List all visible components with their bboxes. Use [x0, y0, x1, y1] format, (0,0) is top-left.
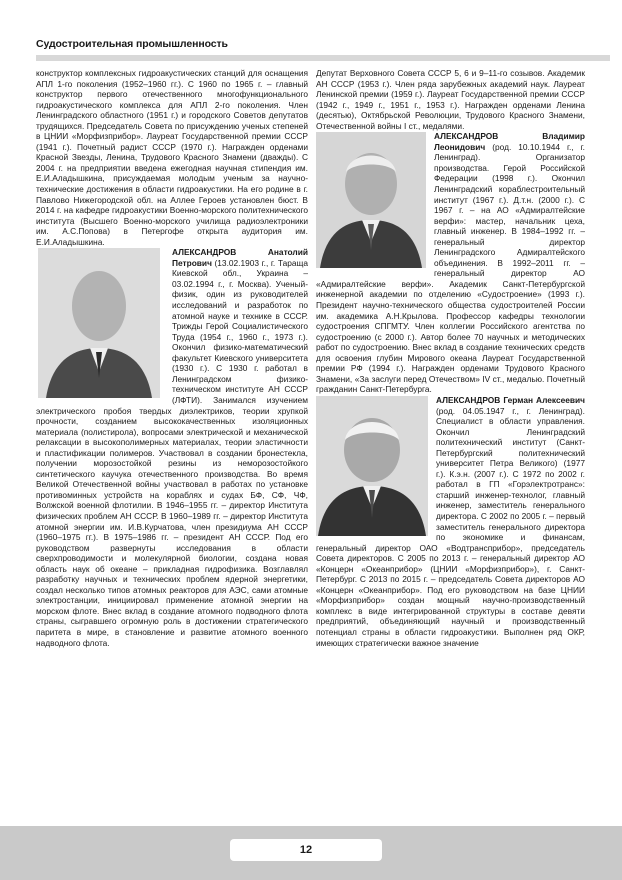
entry-german-aleksandrov — [316, 395, 585, 648]
running-header: Судостроительная промышленность — [36, 38, 228, 50]
header-rule — [36, 55, 610, 61]
person-name: АЛЕКСАНДРОВ Владимир Леонидович — [434, 131, 585, 152]
person-bio: (13.02.1903 г., г. Тараща Киевской обл., Украина – 03.02.1994 г., г. Москва). Ученый-физик, один из руководителей исследований и разработок по атомной науке и технике в СССР. Трижды Герой Социалистического Труда (1954 г., 1960 г., 1973 г.). Окончил физико-математический факультет Киевского университета (1930 г.). С 1930 г. работал в Ленинградском физико-техническом институте АН СССР (ЛФТИ). Занимался изучением электрического пробоя твердых диэлектриков, теории хрупкой прочности, созданием высококачественных изоляционных материала (полистирола), вопросами электрической и механической релаксации в высокополимерных материалах, теории эластичности и пластификации полимеров. Участвовал в создании бронестекла, получении морозостойкой резины из неморозостойкого синтетического каучука отечественного производства. Во время Великой Отечественной войны участвовал в работах по установке противоминных устройств на кораблях и судах БФ, СФ, ЧФ, Волжской военной флотилии. В 1946–1955 гг. – директор Института физических проблем АН СССР. В 1960–1989 гг. – директор Института атомной энергии им. И.В.Курчатова, член президиума АН СССР (1960–1975 гг.). В 1975–1986 гг. – президент АН СССР. Под его руководством развернуты исследования в области сверхпроводимости и молекулярной биологии, создана новая область наук об океане – прикладная гидрофизика. Возглавлял разработку научных и технических проблем ядерной энергетики, создал несколько типов атомных реакторов для АЭС, сами атомные электростанции, инициировал применение атомной энергии на морском флоте. Внес вклад в создание атомного подводного флота страны, сыгравшего огромную роль в достижении стратегического паритета в мире, в становление и развитие атомного военного надводного флота. — [36, 257, 308, 648]
person-name: АЛЕКСАНДРОВ Анатолий Петрович — [172, 247, 308, 268]
portrait-photo-image — [316, 396, 428, 536]
portrait-photo-image — [316, 132, 426, 268]
person-bio: (род. 10.10.1944 г., г. Ленинград). Организатор производства. Герой Российской Федерации (1998 г.). Окончил Ленинградский кораблестроительный институт (1967 г.). Д.т.н. (2000 г.). С 1967 г. – на АО «Адмиралтейские верфи»: мастер, начальник цеха, главный инженер. В 1984–1992 гг. – генеральный директор Ленинградского Адмиралтейского объединения. В 1992–2011 гг. – генеральный директор АО «Адмиралтейские верфи». Академик Санкт-Петербургской инженерной академии по отделению «Судостроение» (1993 г.). Президент научно-технического общества судостроителей России им. академика А.Н.Крылова. Профессор кафедры технологии судостроения СПГМТУ. Член коллегии Российского агентства по судостроению (с 2000 г.). Автор более 70 научных и методических работ по судостроению. Внес вклад в создание технических средств для освоения глубин Мирового океана Лауреат Государственной премии РФ (1994 г.). Награжден орденами Трудового Красного Знамени, «За заслуги перед Отечеством» IV ст., медалью. Почетный гражданин Санкт-Петербурга. — [316, 141, 585, 395]
person-bio: (род. 04.05.1947 г., г. Ленинград). Специалист в области управления. Окончил Ленинградский политехнический институт (Санкт-Петербургский политехнический университет Петра Великого) (1977 г.). К.э.н. (2007 г.). С 1972 по 2002 г. работал в ГП «Горэлектротранс»: старший инженер-технолог, главный инженер, заместитель генерального директора. С 2002 по 2005 г. – первый заместитель генерального директора по экономике и финансам, генеральный директор ОАО «Водтрансприбор», председатель Совета директоров. С 2005 по 2013 г. – генеральный директор АО «Концерн «Океанприбор» (ЦНИИ «Морфизприбор»), г. Санкт-Петербург. С 2013 по 2015 г. – председатель Совета директоров АО «Концерн «Океанприбор». Под его руководством на базе ЦНИИ «Морфизприбор» создан мощный научно-производственный комплекс в виде интегрированной структуры в составе девяти предприятий, объединяющий научный и производственный потенциал страны в области гидроакустики. Выполнен ряд ОКР, имеющих стратегически важное значение — [316, 405, 585, 648]
portrait-photo — [38, 248, 160, 398]
portrait-photo — [316, 132, 426, 268]
portrait-photo — [316, 396, 428, 536]
right-column — [316, 68, 585, 803]
person-name: АЛЕКСАНДРОВ Герман Алексеевич — [436, 394, 585, 405]
portrait-photo-image — [38, 248, 160, 398]
left-column — [36, 68, 308, 803]
article-continuation: конструктор комплексных гидроакустических станций для оснащения АПЛ 1-го поколения (1952–1960 гг.). С 1960 по 1965 г. – главный конструктор первого отечественного многофункционального гидроакустического комплекса для АПЛ 2-го поколения. Член Ленинградского областного (1951 г.) и городского Советов депутатов трудящихся. Председатель Совета по присуждению ученых степеней в ЦНИИ «Морфизприбор». Лауреат Государственной премии СССР (1941 г.). Почетный радист СССР (1970 г.). Награжден орденами Красной Звезды, Ленина, Трудового Красного Знамени (дважды). С 2004 г. на предприятии введена ежегодная научная стипендия им. Е.И.Аладышкина, присуждаемая молодым ученым за научно-технические достижения в области гидроакустики. На его родине в г. Павлово Нижегородской обл. на Аллее Героев установлен бюст. В 2014 г. на кафедре гидроакустики Военно-морского политехнического института (Высшего Военно-морского училища радиоэлектроники им. А.С.Попова) в Петергофе открыта аудитория им. Е.И.Аладышкина. — [36, 68, 308, 247]
entry-vladimir-aleksandrov — [316, 131, 585, 395]
entry-anatoly-aleksandrov — [36, 247, 308, 648]
page-number: 12 — [230, 839, 382, 861]
article-continuation: Депутат Верховного Совета СССР 5, 6 и 9–11-го созывов. Академик АН СССР (1953 г.). Член ряда зарубежных академий наук. Лауреат Ленинской премии (1959 г.). Лауреат Государственной премии СССР (1942 г., 1949 г., 1951 г., 1953 г.). Награжден орденами Ленина (десятью), Октябрьской Революции, Трудового Красного Знамени, Отечественной войны I ст., медалями. — [316, 68, 585, 131]
